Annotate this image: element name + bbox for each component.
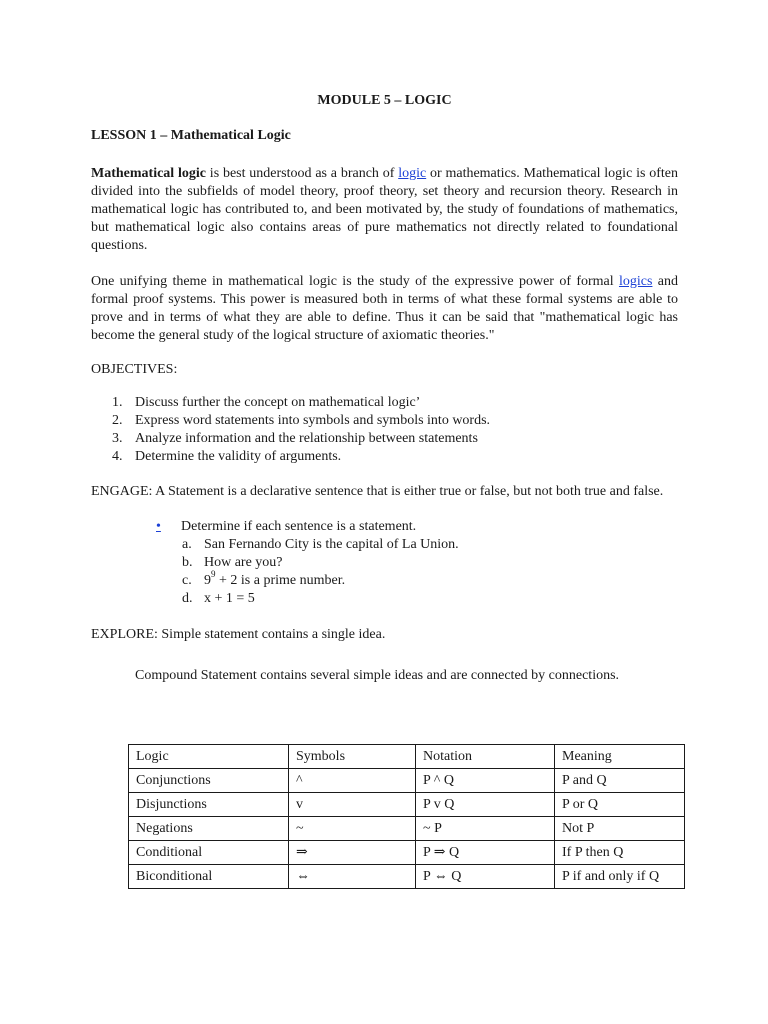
table-cell: P if and only if Q	[555, 865, 685, 889]
item-letter: d.	[182, 591, 193, 606]
intro-term: Mathematical logic	[91, 166, 206, 181]
table-cell: P ⇔ Q	[416, 865, 555, 889]
list-item	[91, 554, 678, 572]
item-letter: c.	[182, 573, 192, 588]
header-cell: Symbols	[289, 745, 416, 769]
task-instruction: Determine if each sentence is a statement.	[181, 519, 417, 534]
item-text: Discuss further the concept on mathematical logic’	[135, 395, 421, 410]
table-cell: P and Q	[555, 769, 685, 793]
table-cell: Negations	[129, 817, 289, 841]
table-cell: P ⇒ Q	[416, 841, 555, 865]
compound-paragraph: Compound Statement contains several simple ideas and are connected by connections.	[135, 668, 620, 683]
list-item	[91, 448, 678, 466]
table-cell: ⇒	[289, 841, 416, 865]
intro-text-a: is best understood as a branch of	[206, 166, 399, 181]
item-text: Analyze information and the relationship between statements	[135, 431, 478, 446]
theme-text-b: and formal proof systems. This power is measured both in terms of what these formal systems are able to prove and in terms of what they are able to define. Thus it can be said that "mathematical logic has become the general study of the logical structure of axiomatic theories."	[91, 274, 678, 343]
table-cell: Conjunctions	[129, 769, 289, 793]
table-cell: Disjunctions	[129, 793, 289, 817]
document-page	[91, 92, 678, 685]
table-cell: P v Q	[416, 793, 555, 817]
item-number: 2.	[112, 413, 123, 428]
item-text: x + 1 = 5	[204, 591, 255, 606]
logic-table	[128, 744, 685, 889]
lesson-title: LESSON 1 – Mathematical Logic	[91, 128, 291, 143]
list-item	[91, 394, 678, 412]
table-cell: P or Q	[555, 793, 685, 817]
item-letter: a.	[182, 537, 192, 552]
objectives-heading: OBJECTIVES:	[91, 362, 178, 377]
table-cell: ^	[289, 769, 416, 793]
engage-paragraph: ENGAGE: A Statement is a declarative sentence that is either true or false, but not both true and false.	[91, 484, 664, 499]
intro-paragraph	[91, 165, 678, 255]
logic-link[interactable]: logic	[398, 166, 427, 181]
list-item	[91, 430, 678, 448]
item-text: Determine the validity of arguments.	[135, 449, 342, 464]
explore-paragraph: EXPLORE: Simple statement contains a single idea.	[91, 627, 386, 642]
item-number: 4.	[112, 449, 123, 464]
table-cell: v	[289, 793, 416, 817]
table-row	[129, 865, 685, 889]
item-text: How are you?	[204, 555, 283, 570]
item-letter: b.	[182, 555, 193, 570]
intro-text-b: or mathematics. Mathematical logic is often divided into the subfields of model theory, proof theory, set theory and recursion theory. Research in mathematical logic has contributed to, and been motivated by, the study of foundations of mathematics, but mathematical logic also contains areas of pure mathematics not directly related to foundational questions.	[91, 166, 679, 253]
header-cell: Logic	[129, 745, 289, 769]
table-row	[129, 841, 685, 865]
table-cell: ⇔	[289, 865, 416, 889]
table-cell: Conditional	[129, 841, 289, 865]
header-cell: Meaning	[555, 745, 685, 769]
list-item	[91, 412, 678, 430]
table-row	[129, 793, 685, 817]
objectives-list	[91, 394, 678, 466]
item-text: Express word statements into symbols and symbols into words.	[135, 413, 491, 428]
list-item	[91, 590, 678, 608]
item-text: San Fernando City is the capital of La Union.	[204, 537, 459, 552]
table-header-row	[129, 745, 685, 769]
item-text: + 2 is a prime number.	[215, 573, 346, 588]
table-cell: P ^ Q	[416, 769, 555, 793]
list-item	[91, 536, 678, 554]
table-cell: ~ P	[416, 817, 555, 841]
theme-paragraph	[91, 273, 678, 345]
table-cell: Not P	[555, 817, 685, 841]
table-cell: Biconditional	[129, 865, 289, 889]
theme-text-a: One unifying theme in mathematical logic is the study of the expressive power of formal	[91, 274, 619, 289]
table-row	[129, 817, 685, 841]
item-number: 1.	[112, 395, 123, 410]
item-exponent: 9	[211, 569, 216, 580]
module-title: MODULE 5 – LOGIC	[317, 93, 452, 108]
table-row	[129, 769, 685, 793]
table-cell: ~	[289, 817, 416, 841]
list-item	[91, 569, 678, 590]
item-number: 3.	[112, 431, 123, 446]
logics-link[interactable]: logics	[618, 274, 653, 289]
table-cell: If P then Q	[555, 841, 685, 865]
header-cell: Notation	[416, 745, 555, 769]
bullet-icon: •	[156, 519, 161, 534]
task-block	[91, 518, 678, 536]
item-base: 9	[204, 573, 211, 588]
statement-list	[91, 536, 678, 608]
